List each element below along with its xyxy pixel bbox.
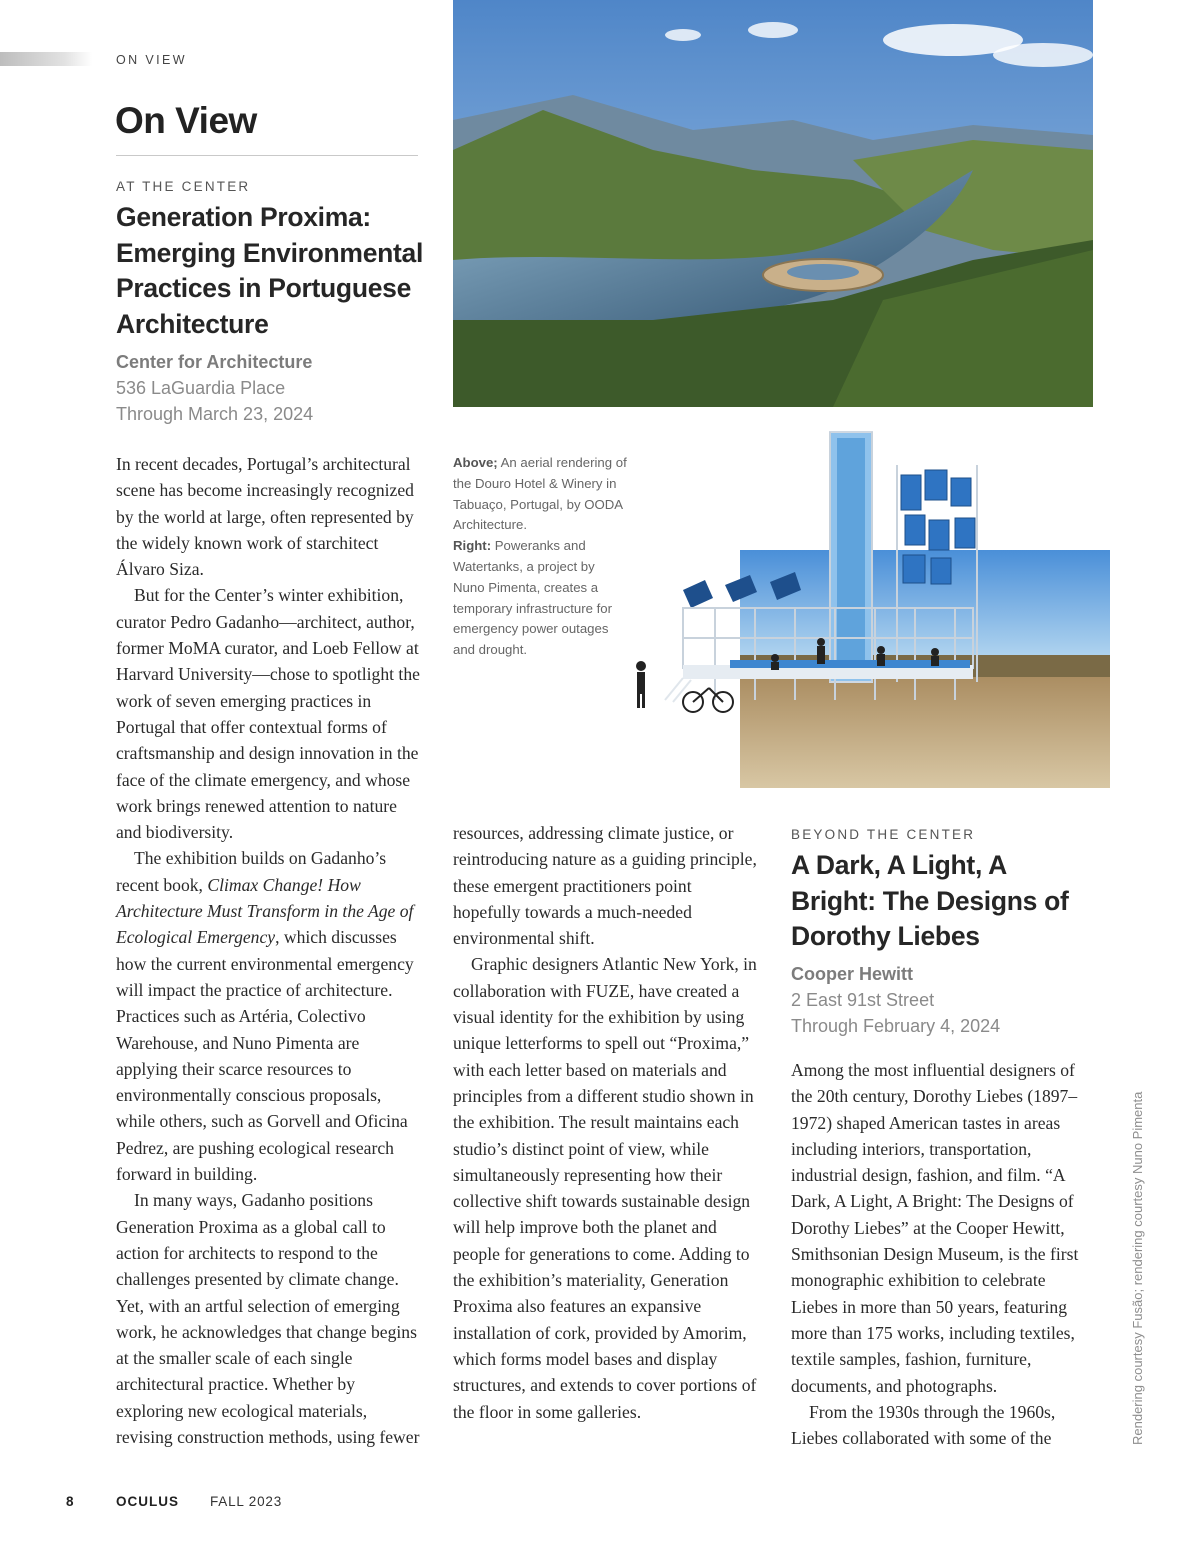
story2-headline: A Dark, A Light, A Bright: The Designs of Dorothy Liebes xyxy=(791,850,1069,951)
story2-paragraph-2: From the 1930s through the 1960s, Liebes collaborated with some of the xyxy=(791,1401,1056,1449)
story1-paragraph-6: Graphic designers Atlantic New York, in collaboration with FUZE, have created a visual identity for the exhibition by using unique letterforms to spell out “Proxima,” with each letter based on materials and principles from a different studio shown in the exhibition. The result maintains each studio’s distinct point of view, while simultaneously representing how their collective shift towards sustainable design will help improve both the planet and people for generations to come. Adding to the exhibition’s materiality, Generation Proxima also features an expansive installation of cork, provided by Amorim, which forms model bases and display structures, and extends to cover portions of the floor in some galleries. xyxy=(453,954,757,1422)
story2-venue-block xyxy=(791,961,1091,1039)
magazine-name: OCULUS xyxy=(116,1494,179,1509)
paragraph-3-intro: The exhibition builds on Gadanho’s recent book, xyxy=(116,848,387,895)
story2-address: 2 East 91st Street xyxy=(791,990,935,1010)
poweranks-watertanks-photo xyxy=(605,420,1145,830)
story1-column-1 xyxy=(116,451,422,1450)
page-title: On View xyxy=(115,100,257,141)
story1-column-2 xyxy=(453,820,757,1425)
story1-dates: Through March 23, 2024 xyxy=(116,404,314,424)
caption-right-label: Right: xyxy=(453,538,492,554)
story1-paragraph-1: In recent decades, Portugal’s architectural scene has become increasingly recognized by the world at large, often represented by the widely known work of starchitect Álvaro Siza. xyxy=(116,454,414,580)
issue-label: FALL 2023 xyxy=(210,1494,283,1509)
story1-kicker: AT THE CENTER xyxy=(116,179,251,194)
story1-paragraph-5: resources, addressing climate justice, or reintroducing nature as a guiding principle, these emergent practitioners point hopefully towards a much-needed environmental shift. xyxy=(453,823,757,949)
paragraph-3-rest: , which discusses how the current environmental emergency will impact the practice of architecture. Practices such as Artéria, Colectivo Warehouse, and Nuno Pimenta are applying their scarce resources to environmentally conscious proposals, while others, such as Gorvell and Oficina Pedrez, are pushing ecological research forward in building. xyxy=(116,927,414,1185)
story1-paragraph-3 xyxy=(116,845,422,1187)
caption-right-text: Poweranks and Watertanks, a project by Nuno Pimenta, creates a temporary infrastructure for emergency power outages and drought. xyxy=(453,538,613,658)
caption-above-label: Above; xyxy=(453,455,498,470)
story1-venue-block xyxy=(116,349,436,427)
book-title: Climax Change! How Architecture Must Transform in the Age of Ecological Emergency xyxy=(116,874,414,948)
story1-paragraph-4: In many ways, Gadanho positions Generation Proxima as a global call to action for architects to respond to the challenges presented by climate change. Yet, with an artful selection of emerging work, he acknowledges that change begins at the smaller scale of each single architectural practice. Whether by exploring new ecological materials, revising construction methods, using fewer xyxy=(116,1190,420,1447)
photo-credit: Rendering courtesy Fusão; rendering courtesy Nuno Pimenta xyxy=(1130,1091,1145,1445)
story1-venue: Center for Architecture xyxy=(116,352,313,372)
story1-paragraph-2: But for the Center’s winter exhibition, curator Pedro Gadanho—architect, author, former MoMA curator, and Loeb Fellow at Harvard University—chose to spotlight the work of seven emerging practices in Portugal that offer contextual forms of craftsmanship and design innovation in the face of the climate emergency, and whose work brings renewed attention to nature and biodiversity. xyxy=(116,585,420,843)
photo-caption xyxy=(453,453,628,661)
story2-kicker: BEYOND THE CENTER xyxy=(791,827,976,842)
story1-headline: Generation Proxima: Emerging Environmental Practices in Portuguese Architecture xyxy=(116,202,424,339)
story2-column xyxy=(791,1057,1093,1451)
story1-address: 536 LaGuardia Place xyxy=(116,378,286,398)
story2-venue: Cooper Hewitt xyxy=(791,964,914,984)
section-accent-bar xyxy=(0,52,92,66)
page-number: 8 xyxy=(66,1494,74,1509)
aerial-rendering-photo xyxy=(453,0,1093,407)
story2-paragraph-1: Among the most influential designers of the 20th century, Dorothy Liebes (1897–1972) shaped American tastes in areas including interiors, transportation, industrial design, fashion, and film. “A Dark, A Light, A Bright: The Designs of Dorothy Liebes” at the Cooper Hewitt, Smithsonian Design Museum, is the first monographic exhibition to celebrate Liebes in more than 50 years, featuring more than 175 works, including textiles, textile samples, fashion, furniture, documents, and photographs. xyxy=(791,1060,1079,1396)
section-label: ON VIEW xyxy=(116,53,187,67)
title-divider xyxy=(116,155,418,156)
story2-dates: Through February 4, 2024 xyxy=(791,1016,1001,1036)
caption-above-text: An aerial rendering of the Douro Hotel & Winery in Tabuaço, Portugal, by OODA Architecture. xyxy=(453,455,627,533)
